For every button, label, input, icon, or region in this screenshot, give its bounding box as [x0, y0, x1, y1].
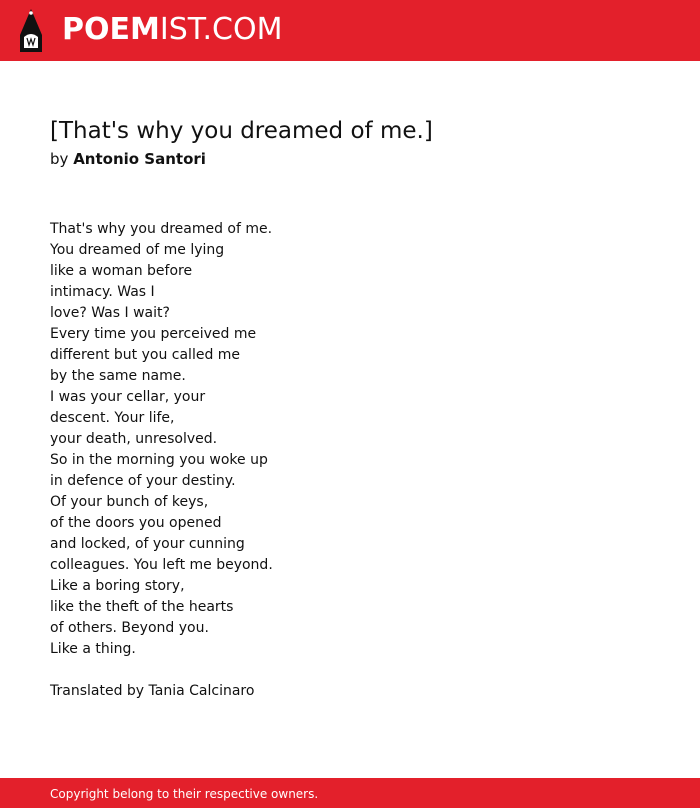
- poem-line: So in the morning you woke up: [50, 452, 268, 468]
- poem-line: That's why you dreamed of me.: [50, 221, 273, 237]
- poem-line: colleagues. You left me beyond.: [50, 557, 273, 573]
- translator-credit: Translated by Tania Calcinaro: [50, 683, 255, 699]
- poem-line: I was your cellar, your: [50, 389, 206, 405]
- poem-line: like the theft of the hearts: [50, 599, 234, 615]
- poem-title: [That's why you dreamed of me.]: [50, 118, 433, 144]
- poem-line: in defence of your destiny.: [50, 473, 236, 489]
- site-footer: [0, 778, 700, 808]
- poem-line: descent. Your life,: [50, 410, 175, 426]
- poem-line: and locked, of your cunning: [50, 536, 245, 552]
- logo-bold-text: POEM: [62, 12, 160, 47]
- logo-light-text: IST.COM: [159, 12, 283, 47]
- poem-line: intimacy. Was I: [50, 284, 155, 300]
- poem-line: Every time you perceived me: [50, 326, 257, 342]
- poem-line: Like a boring story,: [50, 578, 185, 594]
- poem-line: by the same name.: [50, 368, 186, 384]
- poem-body: [50, 219, 273, 660]
- poem-line: of others. Beyond you.: [50, 620, 209, 636]
- poem-line: Like a thing.: [50, 641, 136, 657]
- poem-line: Of your bunch of keys,: [50, 494, 209, 510]
- by-label: by: [50, 150, 69, 168]
- site-logo[interactable]: [62, 13, 282, 47]
- byline: [50, 148, 206, 170]
- pencil-tip-icon[interactable]: [18, 9, 44, 52]
- site-header: [0, 0, 700, 61]
- poem-line: like a woman before: [50, 263, 193, 279]
- author-name: Antonio Santori: [73, 150, 206, 168]
- copyright-notice: Copyright belong to their respective owners.: [50, 787, 319, 801]
- poem-line: your death, unresolved.: [50, 431, 218, 447]
- poem-line: different but you called me: [50, 347, 241, 363]
- poem-line: love? Was I wait?: [50, 305, 170, 321]
- poem-line: of the doors you opened: [50, 515, 222, 531]
- poem-line: You dreamed of me lying: [50, 242, 225, 258]
